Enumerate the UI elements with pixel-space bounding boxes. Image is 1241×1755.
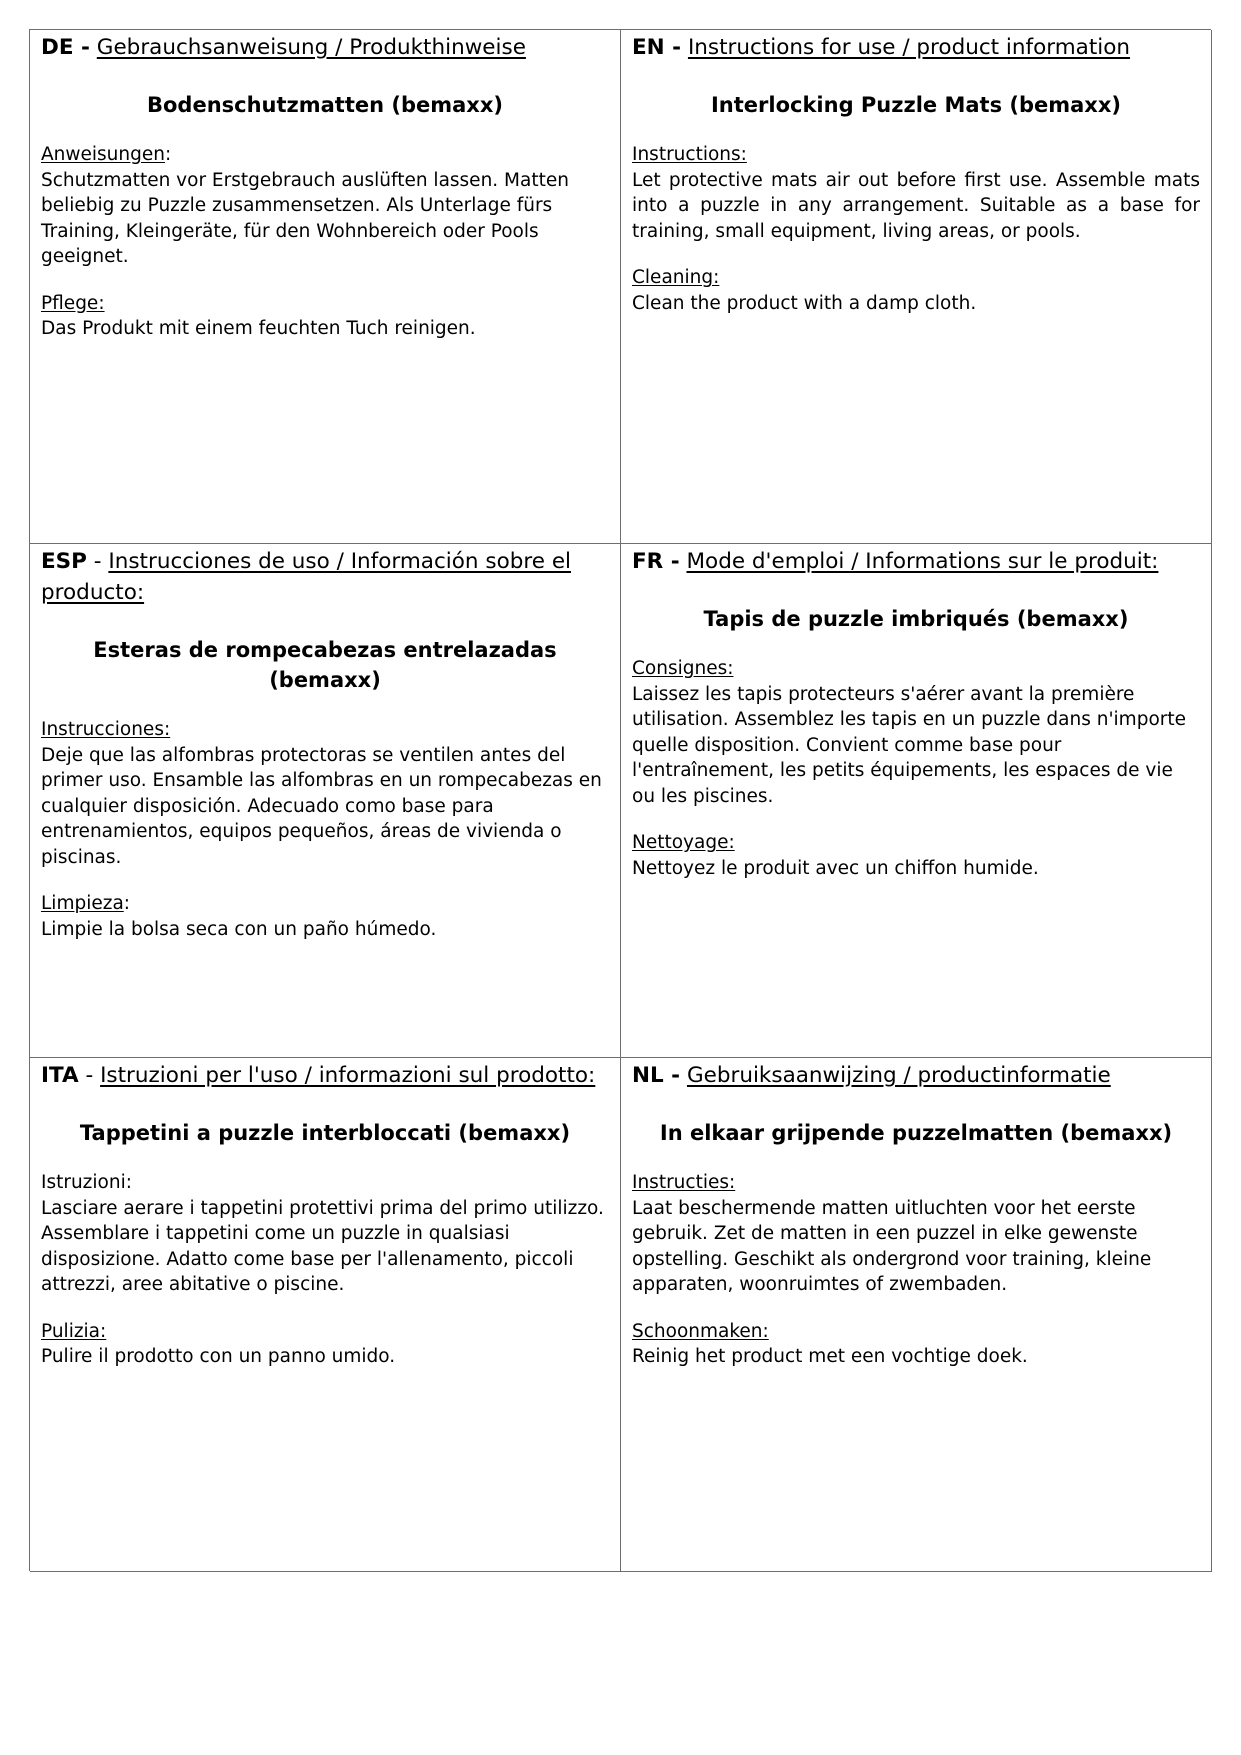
product-name: Tapis de puzzle imbriqués (bemaxx) bbox=[703, 607, 1129, 631]
care-section bbox=[41, 891, 609, 942]
care-section bbox=[632, 265, 1200, 316]
instructions-text: Schutzmatten vor Erstgebrauch auslüften lassen. Matten beliebig zu Puzzle zusammensetzen. Als Unterlage fürs Training, Kleingeräte, für den Wohnbereich oder Pools geeignet. bbox=[41, 169, 569, 267]
care-label: Nettoyage: bbox=[632, 832, 735, 853]
cell-header bbox=[41, 1060, 609, 1091]
code-separator: - bbox=[78, 1063, 101, 1088]
cell-header bbox=[632, 1060, 1200, 1091]
care-label: Pflege: bbox=[41, 292, 105, 314]
cell-esp bbox=[30, 544, 621, 1058]
cell-ita bbox=[30, 1058, 621, 1572]
language-code: DE - bbox=[41, 35, 90, 60]
cell-header bbox=[41, 32, 609, 63]
header-title: Mode d'emploi / Informations sur le produit: bbox=[686, 549, 1159, 574]
instruction-sheet bbox=[29, 29, 1211, 1571]
header-title: Instructions for use / product information bbox=[687, 35, 1131, 60]
care-label-suffix: : bbox=[123, 893, 131, 914]
instructions-section bbox=[632, 142, 1200, 244]
cell-header bbox=[632, 32, 1200, 63]
cell-en bbox=[621, 30, 1212, 544]
instructions-section bbox=[41, 717, 609, 870]
care-text: Das Produkt mit einem feuchten Tuch reinigen. bbox=[41, 318, 476, 339]
product-name: Bodenschutzmatten (bemaxx) bbox=[146, 93, 503, 117]
instructions-label: Instructies: bbox=[632, 1172, 736, 1193]
product-name: Esteras de rompecabezas entrelazadas (bemaxx) bbox=[93, 638, 557, 692]
header-title: Gebruiksaanwijzing / productinformatie bbox=[686, 1063, 1111, 1088]
code-separator: - bbox=[86, 549, 109, 574]
product-name: In elkaar grijpende puzzelmatten (bemaxx) bbox=[659, 1121, 1173, 1145]
cell-header bbox=[632, 546, 1200, 577]
product-name: Tappetini a puzzle interbloccati (bemaxx) bbox=[79, 1121, 571, 1145]
instructions-label: Consignes: bbox=[632, 658, 734, 679]
care-section bbox=[632, 1319, 1200, 1370]
care-text: Nettoyez le produit avec un chiffon humide. bbox=[632, 857, 1039, 879]
language-code: ITA bbox=[41, 1063, 79, 1088]
cell-de bbox=[30, 30, 621, 544]
care-text: Reinig het product met een vochtige doek. bbox=[632, 1346, 1028, 1367]
instructions-text: Laissez les tapis protecteurs s'aérer avant la première utilisation. Assemblez les tapis en un puzzle dans n'importe quelle disposition. Convient comme base pour l'entraînement, les petits équipements, les espaces de vie ou les piscines. bbox=[632, 683, 1187, 807]
instructions-section bbox=[41, 1170, 609, 1298]
language-code: EN - bbox=[632, 35, 682, 60]
care-section bbox=[632, 830, 1200, 881]
care-label: Schoonmaken: bbox=[632, 1320, 769, 1342]
instructions-label-suffix: : bbox=[164, 144, 172, 165]
language-code: FR - bbox=[632, 549, 680, 574]
instructions-label: Instrucciones: bbox=[41, 719, 171, 740]
instructions-text: Laat beschermende matten uitluchten voor het eerste gebruik. Zet de matten in een puzzel in elke gewenste opstelling. Geschikt als ondergrond voor training, kleine apparaten, woonruimtes of zwembaden. bbox=[632, 1197, 1152, 1295]
language-code: ESP bbox=[41, 549, 87, 574]
instructions-label: Anweisungen bbox=[41, 144, 165, 165]
product-name: Interlocking Puzzle Mats (bemaxx) bbox=[710, 93, 1121, 117]
instructions-label: Instructions: bbox=[632, 144, 747, 165]
cell-header bbox=[41, 546, 609, 608]
instructions-section bbox=[632, 656, 1200, 809]
care-text: Pulire il prodotto con un panno umido. bbox=[41, 1346, 396, 1367]
header-title: Gebrauchsanweisung / Produkthinweise bbox=[96, 35, 526, 60]
care-section bbox=[41, 1319, 609, 1370]
instructions-text: Lasciare aerare i tappetini protettivi prima del primo utilizzo. Assemblare i tappetini come un puzzle in qualsiasi disposizione. Adatto come base per l'allenamento, piccoli attrezzi, aree abitative o piscine. bbox=[41, 1197, 604, 1295]
care-text: Clean the product with a damp cloth. bbox=[632, 292, 977, 314]
care-label: Pulizia: bbox=[41, 1320, 107, 1342]
care-label: Limpieza bbox=[41, 893, 124, 914]
instructions-section bbox=[41, 142, 609, 270]
care-section bbox=[41, 291, 609, 342]
language-code: NL - bbox=[632, 1063, 681, 1088]
cell-fr bbox=[621, 544, 1212, 1058]
care-text: Limpie la bolsa seca con un paño húmedo. bbox=[41, 918, 437, 940]
instructions-section bbox=[632, 1170, 1200, 1298]
care-label: Cleaning: bbox=[632, 267, 720, 288]
header-title: Istruzioni per l'uso / informazioni sul prodotto: bbox=[100, 1063, 596, 1088]
header-title: Instrucciones de uso / Información sobre el producto: bbox=[41, 549, 572, 605]
instructions-label: Istruzioni: bbox=[41, 1172, 132, 1193]
instructions-text: Let protective mats air out before first use. Assemble mats into a puzzle in any arrangement. Suitable as a base for training, small equipment, living areas, or pools. bbox=[632, 169, 1200, 242]
instructions-text: Deje que las alfombras protectoras se ventilen antes del primer uso. Ensamble las alfombras en un rompecabezas en cualquier disposición. Adecuado como base para entrenamientos, equipos pequeños, áreas de vivienda o piscinas. bbox=[41, 744, 602, 868]
cell-nl bbox=[621, 1058, 1212, 1572]
